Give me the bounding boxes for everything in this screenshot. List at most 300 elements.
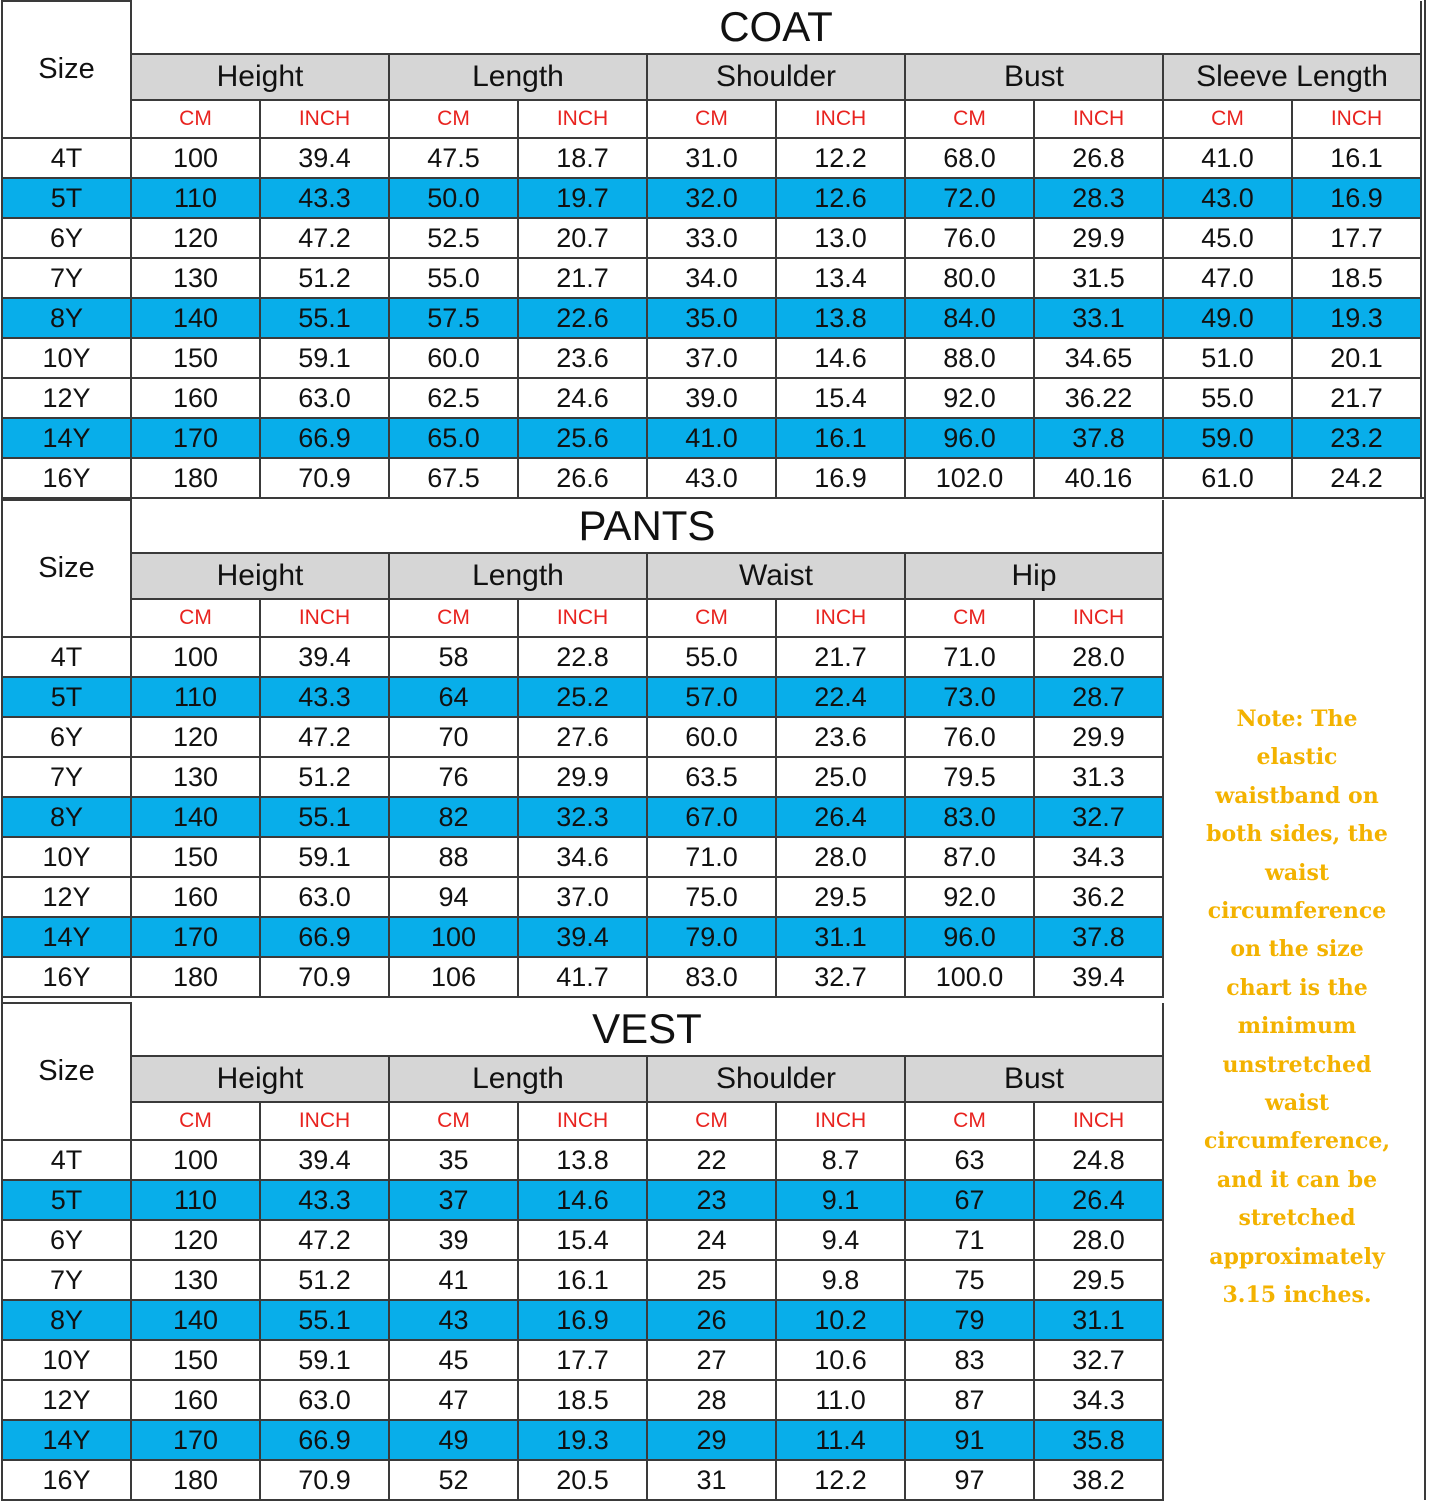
size-cell: 12Y: [2, 378, 131, 418]
value-cell: 66.9: [260, 917, 389, 957]
measure-header: Hip: [905, 553, 1163, 599]
value-cell: 75: [905, 1260, 1034, 1300]
value-cell: 13.0: [776, 218, 905, 258]
table-row: [2, 1220, 1163, 1260]
value-cell: 37.8: [1034, 418, 1163, 458]
table-row: [2, 1260, 1163, 1300]
value-cell: 88.0: [905, 338, 1034, 378]
size-cell: 10Y: [2, 837, 131, 877]
value-cell: 88: [389, 837, 518, 877]
table-row: [2, 1300, 1163, 1340]
value-cell: 31.1: [776, 917, 905, 957]
value-cell: 120: [131, 218, 260, 258]
vest-title: VEST: [131, 1003, 1163, 1056]
value-cell: 39.4: [518, 917, 647, 957]
value-cell: 10.6: [776, 1340, 905, 1380]
value-cell: 17.7: [1292, 218, 1421, 258]
value-cell: 58: [389, 637, 518, 677]
unit-inch: INCH: [776, 100, 905, 138]
value-cell: 50.0: [389, 178, 518, 218]
value-cell: 170: [131, 418, 260, 458]
value-cell: 33.1: [1034, 298, 1163, 338]
value-cell: 55.0: [1163, 378, 1292, 418]
value-cell: 34.3: [1034, 1380, 1163, 1420]
size-cell: 6Y: [2, 218, 131, 258]
value-cell: 37.8: [1034, 917, 1163, 957]
value-cell: 31.3: [1034, 757, 1163, 797]
unit-inch: INCH: [518, 599, 647, 637]
note-line: minimum: [1237, 1013, 1357, 1040]
measure-header: Bust: [905, 54, 1163, 100]
table-row: [2, 1380, 1163, 1420]
vest-measure-header-row: [2, 1056, 1163, 1102]
unit-inch: INCH: [1034, 599, 1163, 637]
value-cell: 21.7: [518, 258, 647, 298]
value-cell: 60.0: [389, 338, 518, 378]
value-cell: 45: [389, 1340, 518, 1380]
unit-inch: INCH: [260, 599, 389, 637]
table-row: [2, 797, 1163, 837]
value-cell: 43.0: [1163, 178, 1292, 218]
value-cell: 94: [389, 877, 518, 917]
value-cell: 32.0: [647, 178, 776, 218]
value-cell: 52.5: [389, 218, 518, 258]
table-row: [2, 218, 1421, 258]
size-cell: 12Y: [2, 1380, 131, 1420]
value-cell: 84.0: [905, 298, 1034, 338]
value-cell: 25.2: [518, 677, 647, 717]
value-cell: 55.1: [260, 298, 389, 338]
value-cell: 170: [131, 917, 260, 957]
value-cell: 32.7: [1034, 797, 1163, 837]
unit-inch: INCH: [776, 1102, 905, 1140]
value-cell: 21.7: [1292, 378, 1421, 418]
value-cell: 66.9: [260, 418, 389, 458]
value-cell: 130: [131, 258, 260, 298]
table-row: [2, 258, 1421, 298]
value-cell: 26: [647, 1300, 776, 1340]
value-cell: 57.5: [389, 298, 518, 338]
value-cell: 73.0: [905, 677, 1034, 717]
value-cell: 20.1: [1292, 338, 1421, 378]
measure-header: Length: [389, 54, 647, 100]
value-cell: 39.4: [1034, 957, 1163, 997]
table-row: [2, 458, 1421, 498]
value-cell: 110: [131, 1180, 260, 1220]
value-cell: 59.1: [260, 1340, 389, 1380]
unit-cm: CM: [389, 100, 518, 138]
value-cell: 18.7: [518, 138, 647, 178]
table-row: [2, 338, 1421, 378]
table-row: [2, 1140, 1163, 1180]
value-cell: 26.8: [1034, 138, 1163, 178]
value-cell: 82: [389, 797, 518, 837]
value-cell: 180: [131, 1460, 260, 1500]
value-cell: 15.4: [518, 1220, 647, 1260]
value-cell: 100.0: [905, 957, 1034, 997]
value-cell: 110: [131, 178, 260, 218]
size-cell: 6Y: [2, 717, 131, 757]
value-cell: 35.0: [647, 298, 776, 338]
value-cell: 120: [131, 1220, 260, 1260]
value-cell: 83.0: [905, 797, 1034, 837]
value-cell: 41: [389, 1260, 518, 1300]
note-line: approximately: [1209, 1243, 1385, 1270]
value-cell: 24.6: [518, 378, 647, 418]
coat-size-header: Size: [2, 1, 131, 138]
size-cell: 5T: [2, 178, 131, 218]
value-cell: 43: [389, 1300, 518, 1340]
table-row: [2, 677, 1163, 717]
value-cell: 67: [905, 1180, 1034, 1220]
value-cell: 22: [647, 1140, 776, 1180]
coat-size-table: [1, 0, 1422, 499]
coat-table-grid: [1, 0, 1422, 499]
coat-measure-header-row: [2, 54, 1421, 100]
value-cell: 70.9: [260, 1460, 389, 1500]
value-cell: 150: [131, 837, 260, 877]
value-cell: 28.0: [1034, 637, 1163, 677]
value-cell: 28: [647, 1380, 776, 1420]
value-cell: 23.6: [776, 717, 905, 757]
value-cell: 25.6: [518, 418, 647, 458]
unit-inch: INCH: [1034, 100, 1163, 138]
size-cell: 6Y: [2, 1220, 131, 1260]
value-cell: 71.0: [905, 637, 1034, 677]
measure-header: Length: [389, 1056, 647, 1102]
value-cell: 23.6: [518, 338, 647, 378]
value-cell: 67.0: [647, 797, 776, 837]
value-cell: 16.1: [776, 418, 905, 458]
measure-header: Length: [389, 553, 647, 599]
value-cell: 28.0: [1034, 1220, 1163, 1260]
unit-inch: INCH: [518, 100, 647, 138]
note-line: waistband on: [1215, 782, 1379, 809]
value-cell: 22.8: [518, 637, 647, 677]
unit-cm: CM: [131, 599, 260, 637]
value-cell: 29.5: [776, 877, 905, 917]
value-cell: 49.0: [1163, 298, 1292, 338]
note-line: stretched: [1238, 1205, 1356, 1232]
value-cell: 26.6: [518, 458, 647, 498]
value-cell: 79.0: [647, 917, 776, 957]
value-cell: 32.3: [518, 797, 647, 837]
value-cell: 23: [647, 1180, 776, 1220]
value-cell: 36.2: [1034, 877, 1163, 917]
value-cell: 14.6: [518, 1180, 647, 1220]
value-cell: 19.3: [1292, 298, 1421, 338]
value-cell: 83.0: [647, 957, 776, 997]
value-cell: 97: [905, 1460, 1034, 1500]
value-cell: 170: [131, 1420, 260, 1460]
value-cell: 160: [131, 877, 260, 917]
value-cell: 34.3: [1034, 837, 1163, 877]
table-row: [2, 637, 1163, 677]
unit-inch: INCH: [518, 1102, 647, 1140]
value-cell: 29.9: [1034, 218, 1163, 258]
value-cell: 12.6: [776, 178, 905, 218]
value-cell: 37.0: [647, 338, 776, 378]
value-cell: 102.0: [905, 458, 1034, 498]
unit-cm: CM: [647, 1102, 776, 1140]
note-line: chart is the: [1226, 974, 1368, 1001]
unit-cm: CM: [905, 1102, 1034, 1140]
value-cell: 47.0: [1163, 258, 1292, 298]
value-cell: 10.2: [776, 1300, 905, 1340]
value-cell: 27.6: [518, 717, 647, 757]
size-cell: 14Y: [2, 1420, 131, 1460]
value-cell: 83: [905, 1340, 1034, 1380]
size-cell: 7Y: [2, 258, 131, 298]
value-cell: 12.2: [776, 1460, 905, 1500]
value-cell: 140: [131, 1300, 260, 1340]
size-cell: 4T: [2, 138, 131, 178]
pants-title-row: [2, 500, 1163, 553]
value-cell: 13.8: [518, 1140, 647, 1180]
value-cell: 180: [131, 458, 260, 498]
value-cell: 63.0: [260, 1380, 389, 1420]
value-cell: 92.0: [905, 877, 1034, 917]
value-cell: 28.3: [1034, 178, 1163, 218]
size-cell: 12Y: [2, 877, 131, 917]
value-cell: 72.0: [905, 178, 1034, 218]
value-cell: 110: [131, 677, 260, 717]
coat-unit-row: [2, 100, 1421, 138]
value-cell: 92.0: [905, 378, 1034, 418]
value-cell: 39.4: [260, 138, 389, 178]
value-cell: 55.0: [647, 637, 776, 677]
value-cell: 47.2: [260, 717, 389, 757]
size-cell: 14Y: [2, 418, 131, 458]
measure-header: Height: [131, 553, 389, 599]
size-cell: 8Y: [2, 298, 131, 338]
unit-cm: CM: [389, 599, 518, 637]
value-cell: 76.0: [905, 717, 1034, 757]
value-cell: 43.0: [647, 458, 776, 498]
value-cell: 52: [389, 1460, 518, 1500]
value-cell: 22.6: [518, 298, 647, 338]
value-cell: 51.2: [260, 258, 389, 298]
pants-size-table: [1, 499, 1164, 998]
table-row: [2, 917, 1163, 957]
vest-table-grid: [1, 1002, 1164, 1501]
value-cell: 35.8: [1034, 1420, 1163, 1460]
measure-header: Height: [131, 54, 389, 100]
vest-unit-row: [2, 1102, 1163, 1140]
value-cell: 150: [131, 338, 260, 378]
size-cell: 8Y: [2, 797, 131, 837]
value-cell: 63.0: [260, 877, 389, 917]
value-cell: 24: [647, 1220, 776, 1260]
pants-size-header: Size: [2, 500, 131, 637]
note-line: Note: The: [1236, 706, 1358, 732]
value-cell: 9.4: [776, 1220, 905, 1260]
value-cell: 79: [905, 1300, 1034, 1340]
unit-inch: INCH: [776, 599, 905, 637]
value-cell: 39.4: [260, 1140, 389, 1180]
note-line: waist: [1264, 859, 1330, 886]
note-line: both sides, the: [1206, 821, 1388, 848]
value-cell: 16.1: [1292, 138, 1421, 178]
measure-header: Shoulder: [647, 1056, 905, 1102]
value-cell: 35: [389, 1140, 518, 1180]
size-cell: 10Y: [2, 1340, 131, 1380]
value-cell: 43.3: [260, 677, 389, 717]
value-cell: 27: [647, 1340, 776, 1380]
value-cell: 100: [131, 637, 260, 677]
value-cell: 16.9: [776, 458, 905, 498]
value-cell: 16.1: [518, 1260, 647, 1300]
value-cell: 37.0: [518, 877, 647, 917]
value-cell: 96.0: [905, 418, 1034, 458]
value-cell: 23.2: [1292, 418, 1421, 458]
unit-cm: CM: [905, 599, 1034, 637]
table-row: [2, 298, 1421, 338]
value-cell: 9.8: [776, 1260, 905, 1300]
value-cell: 80.0: [905, 258, 1034, 298]
value-cell: 51.0: [1163, 338, 1292, 378]
pants-unit-row: [2, 599, 1163, 637]
value-cell: 75.0: [647, 877, 776, 917]
note-line: 3.15 inches.: [1222, 1282, 1372, 1309]
value-cell: 120: [131, 717, 260, 757]
value-cell: 22.4: [776, 677, 905, 717]
value-cell: 150: [131, 1340, 260, 1380]
value-cell: 34.0: [647, 258, 776, 298]
table-row: [2, 877, 1163, 917]
value-cell: 59.0: [1163, 418, 1292, 458]
value-cell: 59.1: [260, 338, 389, 378]
value-cell: 66.9: [260, 1420, 389, 1460]
value-cell: 32.7: [776, 957, 905, 997]
value-cell: 31: [647, 1460, 776, 1500]
value-cell: 21.7: [776, 637, 905, 677]
value-cell: 29.9: [518, 757, 647, 797]
value-cell: 29: [647, 1420, 776, 1460]
unit-inch: INCH: [1292, 100, 1421, 138]
table-row: [2, 717, 1163, 757]
value-cell: 47.2: [260, 218, 389, 258]
value-cell: 34.6: [518, 837, 647, 877]
value-cell: 43.3: [260, 1180, 389, 1220]
value-cell: 26.4: [1034, 1180, 1163, 1220]
value-cell: 51.2: [260, 1260, 389, 1300]
size-cell: 10Y: [2, 338, 131, 378]
value-cell: 41.0: [1163, 138, 1292, 178]
value-cell: 24.8: [1034, 1140, 1163, 1180]
coat-title-row: [2, 1, 1421, 54]
note-line: elastic: [1256, 744, 1338, 771]
value-cell: 106: [389, 957, 518, 997]
value-cell: 55.1: [260, 797, 389, 837]
value-cell: 140: [131, 797, 260, 837]
value-cell: 87.0: [905, 837, 1034, 877]
value-cell: 43.3: [260, 178, 389, 218]
value-cell: 40.16: [1034, 458, 1163, 498]
value-cell: 71.0: [647, 837, 776, 877]
size-cell: 8Y: [2, 1300, 131, 1340]
value-cell: 24.2: [1292, 458, 1421, 498]
value-cell: 62.5: [389, 378, 518, 418]
value-cell: 14.6: [776, 338, 905, 378]
value-cell: 15.4: [776, 378, 905, 418]
value-cell: 70.9: [260, 458, 389, 498]
unit-cm: CM: [131, 1102, 260, 1140]
value-cell: 130: [131, 757, 260, 797]
value-cell: 140: [131, 298, 260, 338]
value-cell: 100: [389, 917, 518, 957]
value-cell: 76.0: [905, 218, 1034, 258]
unit-cm: CM: [389, 1102, 518, 1140]
measure-header: Sleeve Length: [1163, 54, 1421, 100]
value-cell: 25: [647, 1260, 776, 1300]
value-cell: 100: [131, 138, 260, 178]
measure-header: Waist: [647, 553, 905, 599]
vest-title-row: [2, 1003, 1163, 1056]
value-cell: 16.9: [1292, 178, 1421, 218]
value-cell: 38.2: [1034, 1460, 1163, 1500]
pants-measure-header-row: [2, 553, 1163, 599]
unit-cm: CM: [647, 100, 776, 138]
value-cell: 70.9: [260, 957, 389, 997]
unit-cm: CM: [1163, 100, 1292, 138]
value-cell: 13.8: [776, 298, 905, 338]
value-cell: 31.0: [647, 138, 776, 178]
value-cell: 63.0: [260, 378, 389, 418]
measure-header: Shoulder: [647, 54, 905, 100]
value-cell: 20.7: [518, 218, 647, 258]
note-line: and it can be: [1216, 1166, 1378, 1193]
note-line: circumference,: [1203, 1128, 1391, 1155]
value-cell: 55.0: [389, 258, 518, 298]
size-cell: 14Y: [2, 917, 131, 957]
note-line: unstretched: [1222, 1051, 1372, 1078]
value-cell: 16.9: [518, 1300, 647, 1340]
table-row: [2, 418, 1421, 458]
value-cell: 39.0: [647, 378, 776, 418]
size-cell: 4T: [2, 637, 131, 677]
value-cell: 63: [905, 1140, 1034, 1180]
unit-inch: INCH: [260, 100, 389, 138]
value-cell: 160: [131, 378, 260, 418]
value-cell: 71: [905, 1220, 1034, 1260]
size-cell: 16Y: [2, 458, 131, 498]
unit-inch: INCH: [1034, 1102, 1163, 1140]
value-cell: 31.1: [1034, 1300, 1163, 1340]
value-cell: 76: [389, 757, 518, 797]
measure-header: Bust: [905, 1056, 1163, 1102]
unit-cm: CM: [647, 599, 776, 637]
value-cell: 18.5: [1292, 258, 1421, 298]
size-cell: 7Y: [2, 757, 131, 797]
value-cell: 61.0: [1163, 458, 1292, 498]
table-row: [2, 378, 1421, 418]
value-cell: 100: [131, 1140, 260, 1180]
value-cell: 130: [131, 1260, 260, 1300]
value-cell: 12.2: [776, 138, 905, 178]
size-cell: 4T: [2, 1140, 131, 1180]
value-cell: 17.7: [518, 1340, 647, 1380]
value-cell: 65.0: [389, 418, 518, 458]
value-cell: 11.0: [776, 1380, 905, 1420]
value-cell: 29.9: [1034, 717, 1163, 757]
value-cell: 37: [389, 1180, 518, 1220]
note-line: waist: [1264, 1090, 1330, 1117]
table-row: [2, 138, 1421, 178]
table-row: [2, 757, 1163, 797]
value-cell: 13.4: [776, 258, 905, 298]
table-row: [2, 957, 1163, 997]
